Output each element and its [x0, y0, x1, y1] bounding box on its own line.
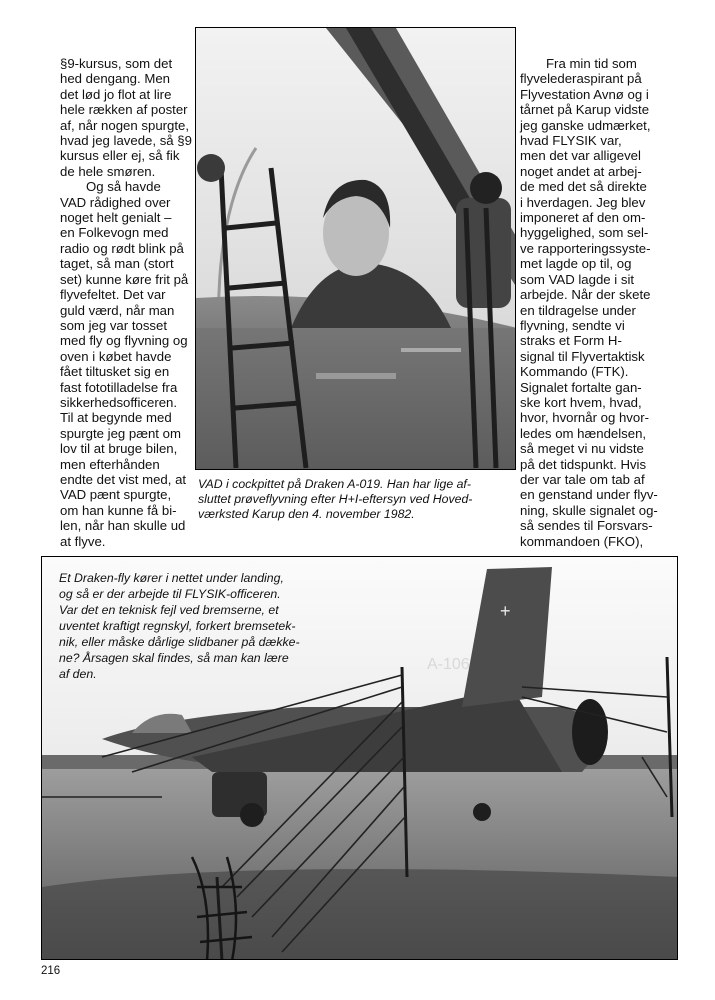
svg-text:+: +	[500, 601, 511, 621]
tail-code: A-106	[427, 656, 470, 673]
left-paragraph-2: Og så havde VAD rådighed over noget helt genialt – en Folkevogn med radio og rødt blink på taget, så man (stort set) kunne køre frit på flyvefeltet. Det var guld værd, når man som jeg var tosset med fly og flyvning og oven i købet havde fået tiltusket sig en fast fototilladelse fra sikkerhedsofficeren. Til at begynde med spurgte jeg pænt om lov til at bruge bilen, men efterhånden endte det vist med, at VAD pænt spurgte, om han kunne få bi- len, når han skulle ud at flyve.	[60, 179, 189, 549]
left-paragraph-1: §9-kursus, som det hed dengang. Men det lød jo flot at lire hele rækken af poster af, når nogen spurgte, hvad jeg lavede, så §9 kursus eller ej, så fik de hele smøren.	[60, 56, 192, 179]
right-paragraph: Fra min tid som flyvelederaspirant på Flyvestation Avnø og i tårnet på Karup vidste jeg ganske udmærket, hvad FLYSIK var, men det var alligevel noget andet at arbej- de med det så direkte i hverdagen. Jeg blev imponeret af den om- hyggelighed, som sel- ve rapporteringssyste- met lagde op til, og som VAD lagde i sit arbejde. Når der skete en tildragelse under flyvning, sendte vi straks et Form H- signal til Flyvertaktisk Kommando (FTK). Signalet fortalte gan- ske kort hvem, hvad, hvor, hvornår og hvor- ledes om hændelsen, så meget vi nu vidste på det tidspunkt. Hvis der var tale om tab af en genstand under flyv- ning, skulle signalet og- så sendes til Forsvars- kommandoen (FKO),	[520, 56, 658, 549]
draken-net-caption: Et Draken-fly kører i nettet under landing, og så er der arbejde til FLYSIK-officeren. Var det en teknisk fejl ved bremserne, et uventet kraftigt regnskyl, forkert bremsetek- nik, eller måske dårlige slidbaner på dække- ne? Årsagen skal findes, så man kan lære af den.	[59, 571, 300, 681]
left-text-column	[60, 56, 195, 549]
cockpit-photo-caption: VAD i cockpittet på Draken A-019. Han har lige af- sluttet prøveflyvning efter H+I-eftersyn ved Hoved- værksted Karup den 4. november 1982.	[198, 477, 473, 521]
cockpit-photo	[195, 27, 516, 470]
page-number: 216	[41, 965, 61, 977]
right-text-column	[520, 56, 665, 549]
